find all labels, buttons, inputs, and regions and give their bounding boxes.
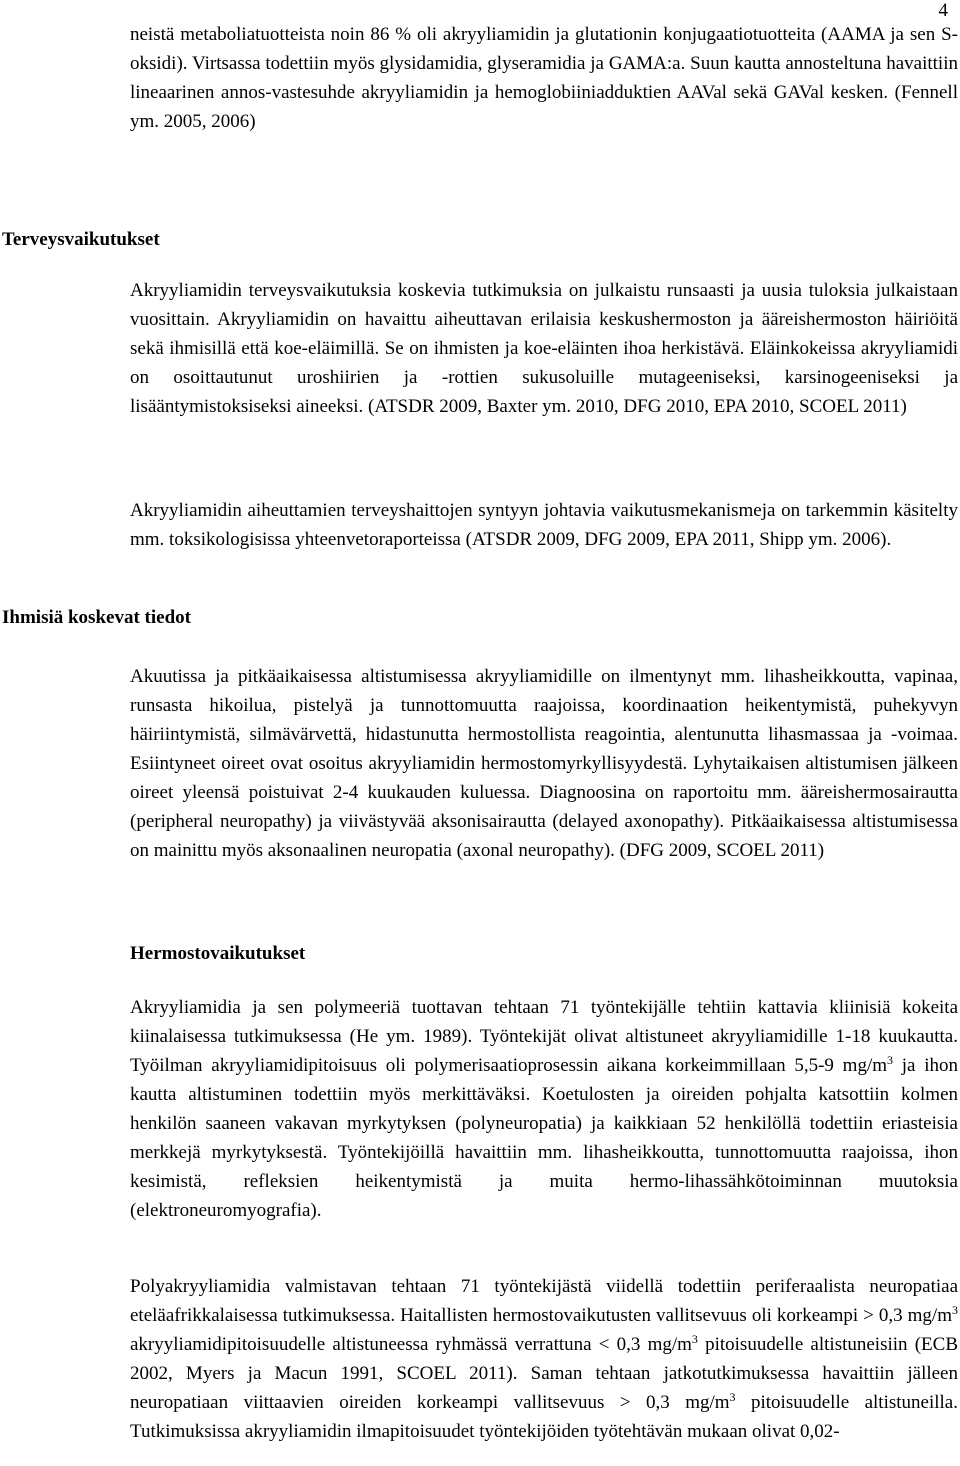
heading-health-effects: Terveysvaikutukset bbox=[2, 229, 160, 250]
health-effects-paragraph-2: Akryyliamidin aiheuttamien terveyshaittojen syntyyn johtavia vaikutusmekanismeja on tarkemmin käsitelty mm. toksikologisissa yhteenvetoraporteissa (ATSDR 2009, DFG 2009, EPA 2011, Shipp ym. 2006). bbox=[130, 500, 958, 550]
heading-human-data: Ihmisiä koskevat tiedot bbox=[2, 607, 191, 628]
health-effects-paragraph-1: Akryyliamidin terveysvaikutuksia koskevia tutkimuksia on julkaistu runsaasti ja uusia tuloksia julkaistaan vuosittain. Akryyliamidin on havaittu aiheuttavan erilaisia keskushermoston ja ääreishermoston häiriöitä sekä ihmisillä että koe-eläimillä. Se on ihmisten ja koe-eläinten ihoa herkistävä. Eläinkokeissa akryyliamidi on osoittautunut uroshiirien ja -rottien sukusoluille mutageeniseksi, karsinogeeniseksi ja lisääntymistoksiseksi aineeksi. (ATSDR 2009, Baxter ym. 2010, DFG 2010, EPA 2010, SCOEL 2011) bbox=[130, 280, 958, 417]
intro-paragraph: neistä metaboliatuotteista noin 86 % oli akryyliamidin ja glutationin konjugaatiotuotteita (AAMA ja sen S-oksidi). Virtsassa todettiin myös glysidamidia, glyseramidia ja GAMA:a. Suun kautta annosteltuna havaittiin lineaarinen annos-vastesuhde akryyliamidin ja hemoglobiiniadduktien AAVal sekä GAVal kesken. (Fennell ym. 2005, 2006) bbox=[130, 24, 958, 132]
heading-neuro-effects: Hermostovaikutukset bbox=[130, 943, 306, 964]
human-data-paragraph: Akuutissa ja pitkäaikaisessa altistumisessa akryyliamidille on ilmentynyt mm. lihasheikkoutta, vapinaa, runsasta hikoilua, pistelyä ja tunnottomuutta raajoissa, koordinaation heikentymistä, puhekyvyn häiriintymistä, silmävärvettä, hidastunutta hermostollista reagointia, alentunutta lihasmassaa ja -voimaa. Esiintyneet oireet ovat osoitus akryyliamidin hermostomyrkyllisyydestä. Lyhytaikaisen altistumisen jälkeen oireet yleensä poistuivat 2-4 kuukauden kuluessa. Diagnoosina on raportoitu mm. ääreishermosairautta (peripheral neuropathy) ja viivästyvää aksonisairautta (delayed axonopathy). Pitkäaikaisessa altistumisessa on mainittu myös aksonaalinen neuropatia (axonal neuropathy). (DFG 2009, SCOEL 2011) bbox=[130, 666, 958, 861]
page-number: 4 bbox=[938, 0, 948, 21]
neuro-effects-paragraph-1: Akryyliamidia ja sen polymeeriä tuottavan tehtaan 71 työntekijälle tehtiin kattavia kliinisiä kokeita kiinalaisessa tutkimuksessa (He ym. 1989). Työntekijät olivat altistuneet akryyliamidille 1-18 kuukautta. Työilman akryyliamidipitoisuus oli polymerisaatioprosessin aikana korkeimmillaan 5,5-9 $mg/m^3$ ja ihon kautta altistuminen todettiin myös merkittäväksi. Koetulosten ja oireiden pohjalta katsottiin kolmen henkilön saaneen vakavan myrkytyksen (polyneuropatia) ja kaikkiaan 52 henkilöllä todettiin eriasteisia merkkejä myrkytyksestä. Työntekijöillä havaittiin mm. lihasheikkoutta, tunnottomuutta raajoissa, ihon kesimistä, refleksien heikentymistä ja muita hermo-lihassähkötoiminnan muutoksia (elektroneuromyografia). bbox=[130, 997, 958, 1221]
neuro-effects-paragraph-2: Polyakryyliamidia valmistavan tehtaan 71 työntekijästä viidellä todettiin periferaalista neuropatiaa eteläafrikkalaisessa tutkimuksessa. Haitallisten hermostovaikutusten vallitsevuus oli korkeampi > 0,3 $mg/m^3$ akryyliamidipitoisuudelle altistuneessa ryhmässä verrattuna < 0,3 $mg/m^3$ pitoisuudelle altistuneisiin (ECB 2002, Myers ja Macun 1991, SCOEL 2011). Saman tehtaan jatkotutkimuksessa havaittiin jälleen neuropatiaan viittaavien oireiden korkeampi vallitsevuus > 0,3 $mg/m^3$ pitoisuudelle altistuneilla. Tutkimuksissa akryyliamidin ilmapitoisuudet työntekijöiden työtehtävän mukaan olivat 0,02- bbox=[130, 1276, 958, 1442]
